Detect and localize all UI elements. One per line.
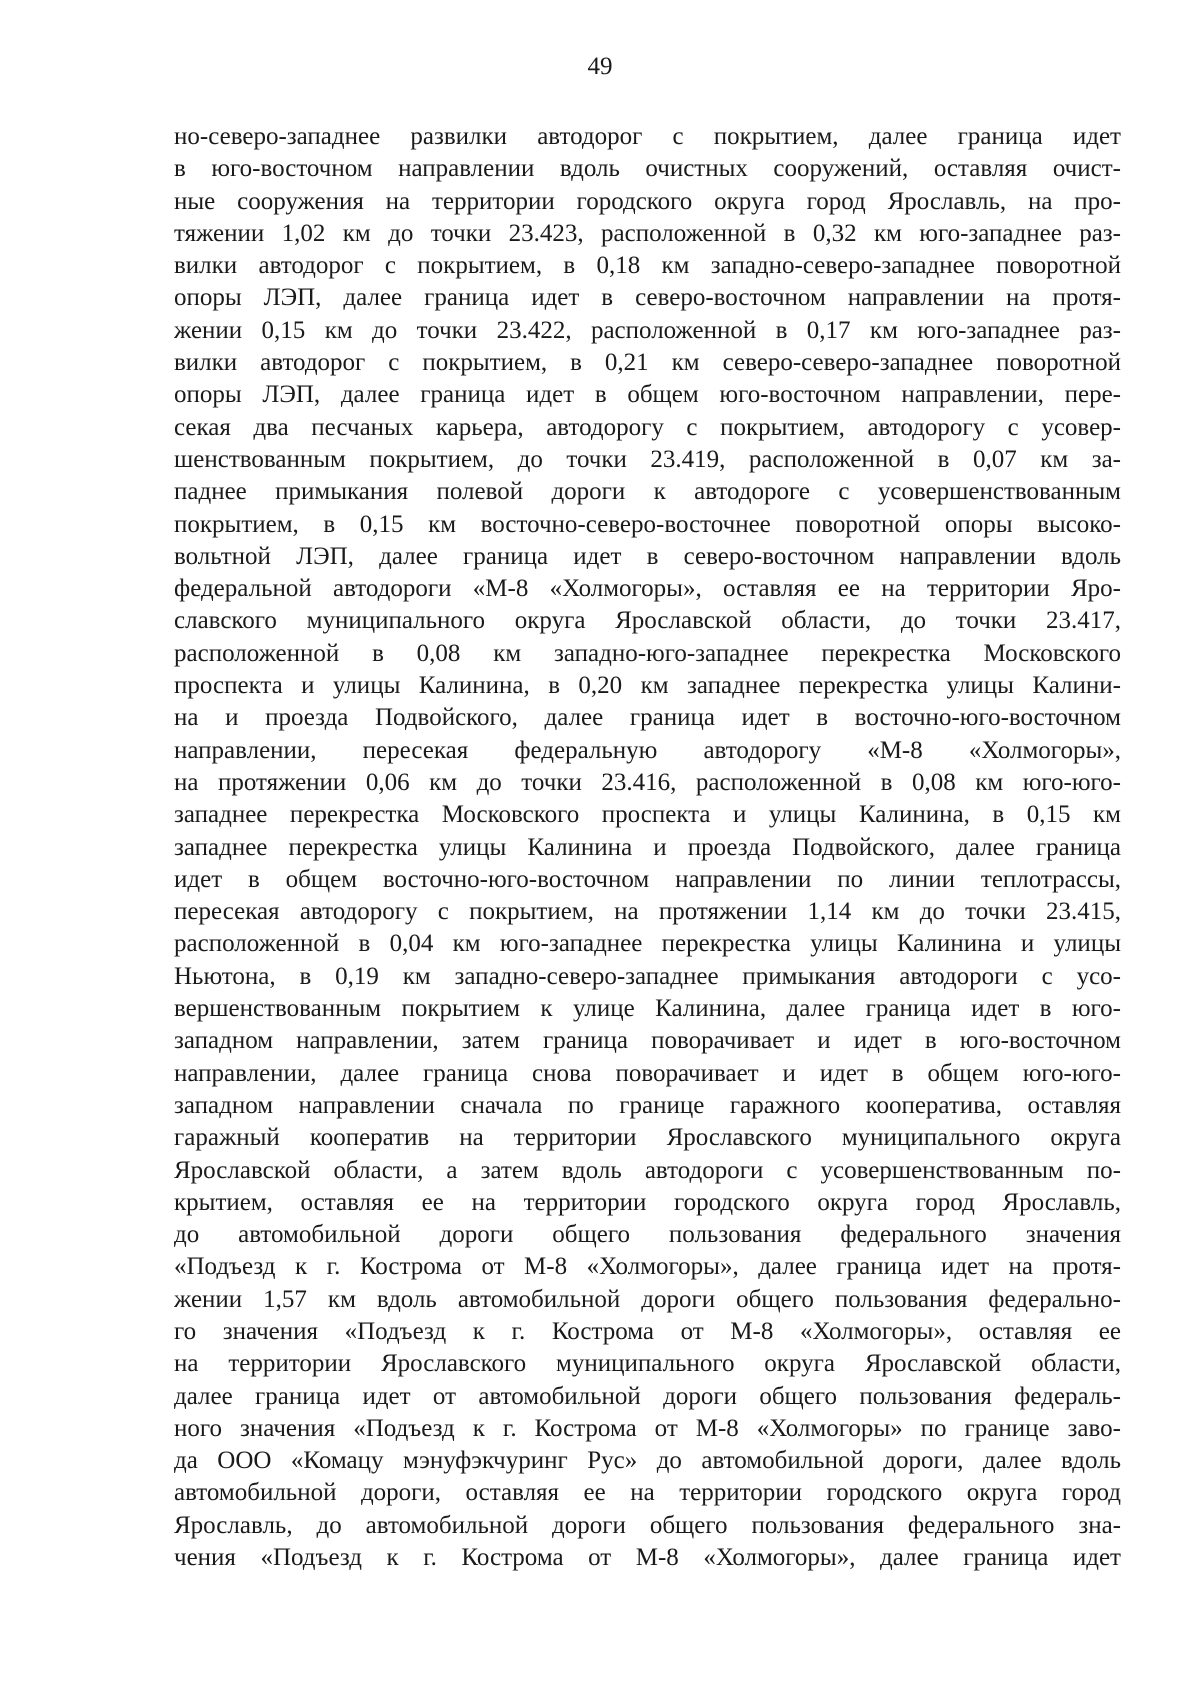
text-line: славского муниципального округа Ярославской области, до точки 23.417, <box>174 607 1121 635</box>
text-line: далее граница идет от автомобильной дороги общего пользования федераль- <box>174 1382 1121 1410</box>
text-line: направлении, пересекая федеральную автодорогу «М-8 «Холмогоры», <box>174 736 1121 764</box>
text-line: на и проезда Подвойского, далее граница идет в восточно-юго-восточном <box>174 704 1121 732</box>
text-line: западнее перекрестка Московского проспекта и улицы Калинина, в 0,15 км <box>174 801 1121 829</box>
text-line: но-северо-западнее развилки автодорог с покрытием, далее граница идет <box>174 123 1121 150</box>
text-line: расположенной в 0,04 км юго-западнее перекрестка улицы Калинина и улицы <box>174 930 1121 958</box>
text-line: расположенной в 0,08 км западно-юго-западнее перекрестка Московского <box>174 639 1121 667</box>
text-line: западнее перекрестка улицы Калинина и проезда Подвойского, далее граница <box>174 833 1121 861</box>
text-line: Ярославль, до автомобильной дороги общего пользования федерального зна- <box>174 1511 1121 1539</box>
text-line: проспекта и улицы Калинина, в 0,20 км западнее перекрестка улицы Калини- <box>174 672 1121 700</box>
text-line: шенствованным покрытием, до точки 23.419, расположенной в 0,07 км за- <box>174 445 1121 473</box>
text-line: автомобильной дороги, оставляя ее на территории городского округа город <box>174 1479 1121 1507</box>
text-line: вилки автодорог с покрытием, в 0,18 км западно-северо-западнее поворотной <box>174 252 1121 280</box>
text-line: пересекая автодорогу с покрытием, на протяжении 1,14 км до точки 23.415, <box>174 898 1121 926</box>
page-number: 49 <box>587 53 613 80</box>
text-line: в юго-восточном направлении вдоль очистных сооружений, оставляя очист- <box>174 155 1121 183</box>
text-line: Ньютона, в 0,19 км западно-северо-западнее примыкания автодороги с усо- <box>174 962 1121 990</box>
text-line: западном направлении, затем граница поворачивает и идет в юго-восточном <box>174 1027 1121 1055</box>
text-line: паднее примыкания полевой дороги к автодороге с усовершенствованным <box>174 478 1121 506</box>
text-line: го значения «Подъезд к г. Кострома от М-8 «Холмогоры», оставляя ее <box>174 1317 1121 1345</box>
text-line: направлении, далее граница снова поворачивает и идет в общем юго-юго- <box>174 1059 1121 1087</box>
text-line: гаражный кооператив на территории Ярославского муниципального округа <box>174 1124 1121 1152</box>
text-line: ного значения «Подъезд к г. Кострома от М-8 «Холмогоры» по границе заво- <box>174 1414 1121 1442</box>
text-line: ные сооружения на территории городского округа город Ярославль, на про- <box>174 187 1121 215</box>
text-line: до автомобильной дороги общего пользования федерального значения <box>174 1221 1121 1249</box>
text-line: Ярославской области, а затем вдоль автодороги с усовершенствованным по- <box>174 1156 1121 1184</box>
text-line: опоры ЛЭП, далее граница идет в общем юго-восточном направлении, пере- <box>174 381 1121 409</box>
text-line: опоры ЛЭП, далее граница идет в северо-восточном направлении на протя- <box>174 284 1121 312</box>
text-line: идет в общем восточно-юго-восточном направлении по линии теплотрассы, <box>174 865 1121 893</box>
text-line: чения «Подъезд к г. Кострома от М-8 «Холмогоры», далее граница идет <box>174 1544 1121 1572</box>
text-line: на территории Ярославского муниципального округа Ярославской области, <box>174 1350 1121 1378</box>
text-line: да ООО «Комацу мэнуфэкчуринг Рус» до автомобильной дороги, далее вдоль <box>174 1447 1121 1475</box>
text-line: тяжении 1,02 км до точки 23.423, расположенной в 0,32 км юго-западнее раз- <box>174 219 1121 247</box>
text-line: покрытием, в 0,15 км восточно-северо-восточнее поворотной опоры высоко- <box>174 510 1121 538</box>
text-line: западном направлении сначала по границе гаражного кооператива, оставляя <box>174 1091 1121 1119</box>
text-line: вольтной ЛЭП, далее граница идет в северо-восточном направлении вдоль <box>174 542 1121 570</box>
text-line: секая два песчаных карьера, автодорогу с покрытием, автодорогу с усовер- <box>174 413 1121 441</box>
text-line: жении 1,57 км вдоль автомобильной дороги общего пользования федерально- <box>174 1285 1121 1313</box>
text-line: федеральной автодороги «М-8 «Холмогоры», оставляя ее на территории Яро- <box>174 575 1121 603</box>
text-line: вершенствованным покрытием к улице Калинина, далее граница идет в юго- <box>174 995 1121 1023</box>
text-line: жении 0,15 км до точки 23.422, расположенной в 0,17 км юго-западнее раз- <box>174 316 1121 344</box>
body-text <box>174 121 1121 1574</box>
text-line: «Подъезд к г. Кострома от М-8 «Холмогоры», далее граница идет на протя- <box>174 1253 1121 1281</box>
text-line: крытием, оставляя ее на территории городского округа город Ярославль, <box>174 1188 1121 1216</box>
text-line: на протяжении 0,06 км до точки 23.416, расположенной в 0,08 км юго-юго- <box>174 768 1121 796</box>
text-line: вилки автодорог с покрытием, в 0,21 км северо-северо-западнее поворотной <box>174 349 1121 377</box>
